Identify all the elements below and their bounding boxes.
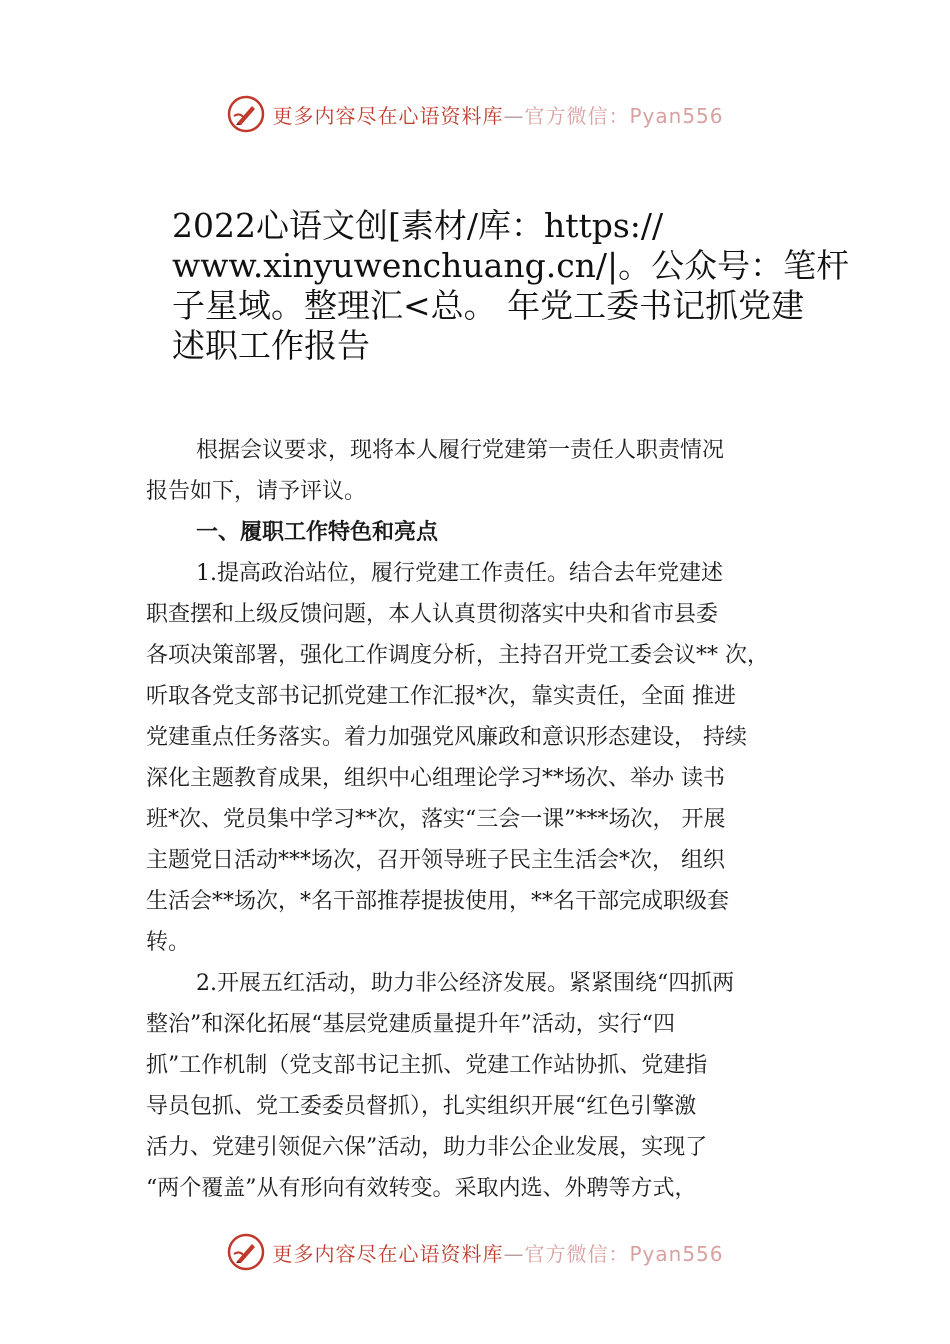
wechat-id: Pyan556: [629, 103, 724, 128]
body-line: 听取各党支部书记抓党建工作汇报*次，靠实责任，全面 推进: [146, 684, 736, 709]
banner-separator: —: [503, 103, 525, 128]
wechat-id: Pyan556: [629, 1241, 724, 1266]
banner-text: 更多内容尽在心语资料库: [272, 103, 504, 128]
banner-text: 更多内容尽在心语资料库: [272, 1241, 504, 1266]
body-line: 班*次、党员集中学习**次，落实“三会一课”***场次， 开展: [146, 807, 726, 832]
body-line: 整治”和深化拓展“基层党建质量提升年”活动，实行“四: [146, 1012, 675, 1037]
title-line: 述职工作报告: [172, 326, 370, 365]
body-line: 转。: [146, 930, 191, 955]
title-line: 2022心语文创[素材/库：https://: [172, 206, 664, 245]
pen-nib-logo-icon: [226, 1232, 266, 1272]
wechat-label: 官方微信：: [524, 1241, 630, 1266]
header-banner: [0, 92, 950, 136]
body-line: 1.提高政治站位，履行党建工作责任。结合去年党建述: [196, 561, 723, 586]
body-line: 活力、党建引领促六保”活动，助力非公企业发展，实现了: [146, 1135, 708, 1160]
body-line: 根据会议要求，现将本人履行党建第一责任人职责情况: [196, 438, 725, 463]
document-title: [172, 206, 852, 366]
title-line: www.xinyuwenchuang.cn/|。公众号：笔杆: [172, 246, 850, 285]
body-line: 主题党日活动***场次，召开领导班子民主生活会*次， 组织: [146, 848, 725, 873]
body-line: 职查摆和上级反馈问题，本人认真贯彻落实中央和省市县委: [146, 602, 719, 627]
body-line: “两个覆盖”从有形向有效转变。采取内选、外聘等方式，: [146, 1176, 697, 1201]
body-line: 各项决策部署，强化工作调度分析，主持召开党工委会议** 次，: [146, 643, 769, 668]
section-heading: 一、履职工作特色和亮点: [196, 520, 439, 545]
title-line: 子星域。整理汇<总。 年党工委书记抓党建: [172, 286, 805, 325]
body-line: 导员包抓、党工委委员督抓），扎实组织开展“红色引擎激: [146, 1094, 697, 1119]
body-line: 报告如下，请予评议。: [146, 479, 367, 504]
body-line: 党建重点任务落实。着力加强党风廉政和意识形态建设， 持续: [146, 725, 747, 750]
body-line: 2.开展五红活动，助力非公经济发展。紧紧围绕“四抓两: [196, 971, 735, 996]
document-body: [146, 430, 866, 1209]
pen-nib-logo-icon: [226, 94, 266, 134]
banner-separator: —: [503, 1241, 525, 1266]
body-line: 生活会**场次，*名干部推荐提拔使用，**名干部完成职级套: [146, 889, 730, 914]
footer-banner: [0, 1230, 950, 1274]
body-line: 深化主题教育成果，组织中心组理论学习**场次、举办 读书: [146, 766, 725, 791]
wechat-label: 官方微信：: [524, 103, 630, 128]
body-line: 抓”工作机制（党支部书记主抓、党建工作站协抓、党建指: [146, 1053, 708, 1078]
